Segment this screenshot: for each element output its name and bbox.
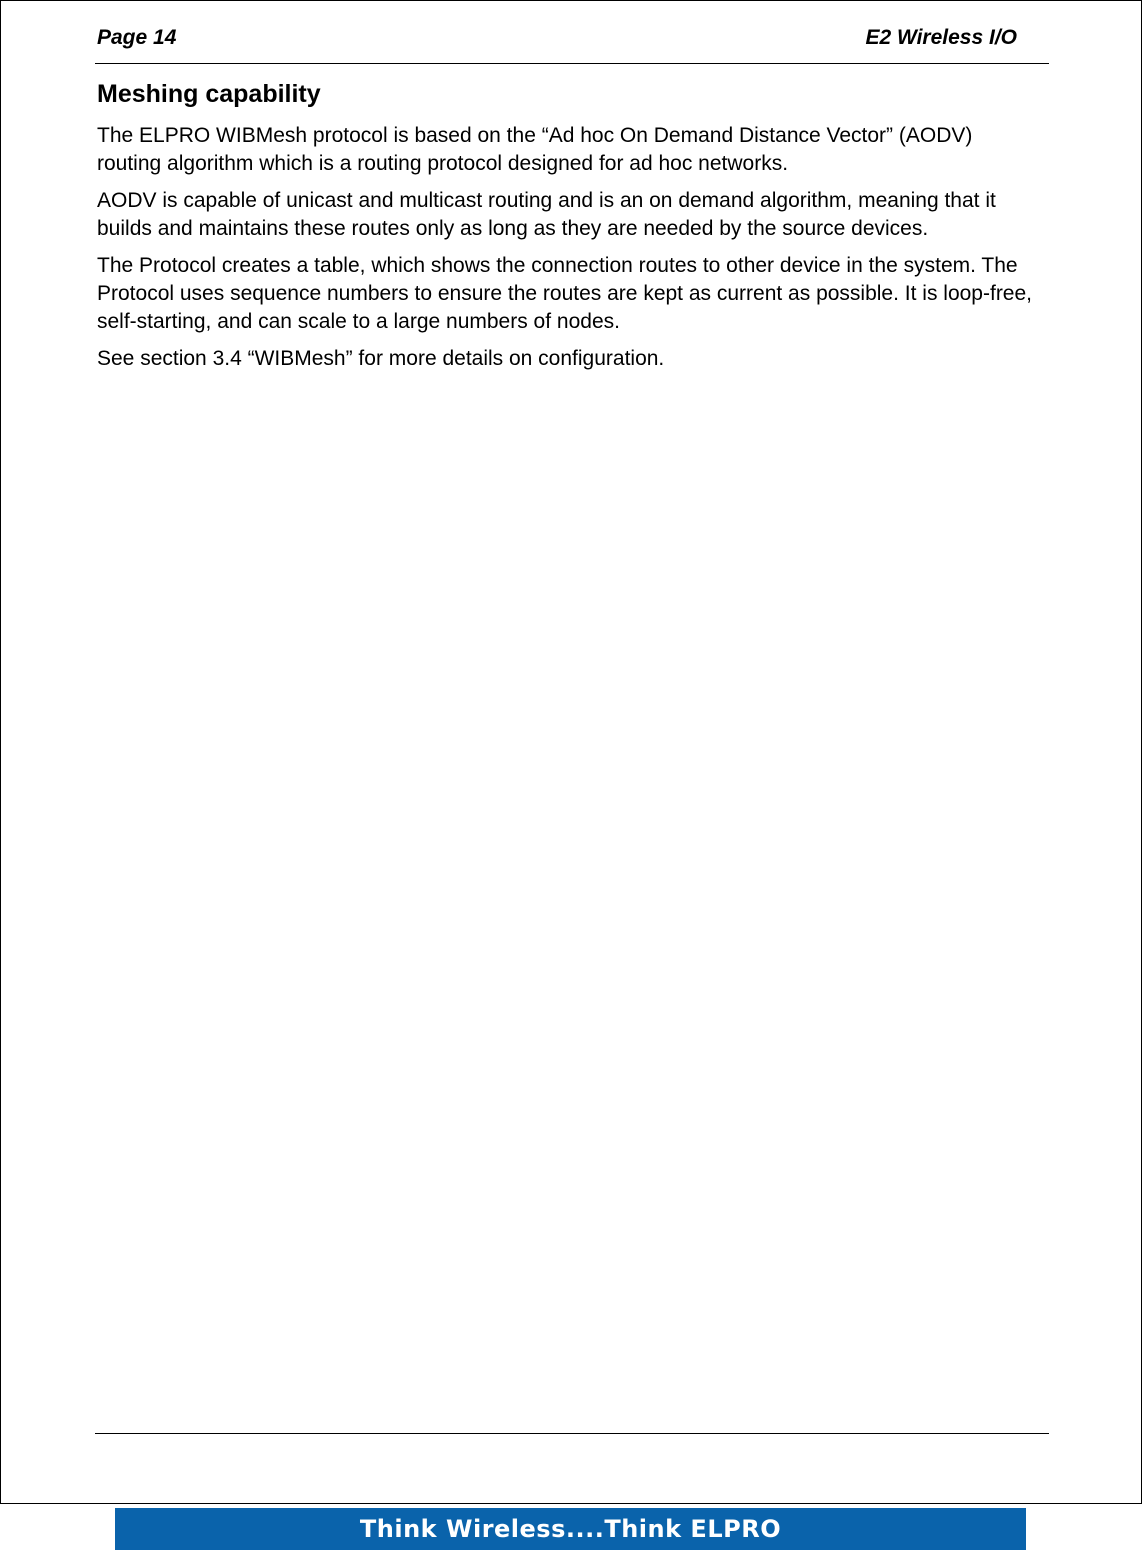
footer-divider <box>95 1433 1049 1434</box>
paragraph-protocol-table: The Protocol creates a table, which shows the connection routes to other device in the system. The Protocol uses sequence numbers to ensure the routes are kept as current as possible. It is loop-free, self-starting, and can scale to a large numbers of nodes. <box>97 254 1033 333</box>
footer-banner <box>115 1508 1026 1550</box>
header-divider <box>95 63 1049 64</box>
section-heading: Meshing capability <box>97 80 321 108</box>
page-content <box>97 78 1042 382</box>
page-number: Page 14 <box>97 26 177 49</box>
footer-banner-text: Think Wireless....Think ELPRO <box>359 1515 782 1543</box>
page-header <box>97 26 1017 54</box>
document-title: E2 Wireless I/O <box>865 26 1017 49</box>
paragraph-aodv-routing: AODV is capable of unicast and multicast routing and is an on demand algorithm, meaning that it builds and maintains these routes only as long as they are needed by the source devices. <box>97 189 996 240</box>
paragraph-see-section: See section 3.4 “WIBMesh” for more details on configuration. <box>97 347 665 370</box>
paragraph-aodv-intro: The ELPRO WIBMesh protocol is based on the “Ad hoc On Demand Distance Vector” (AODV) routing algorithm which is a routing protocol designed for ad hoc networks. <box>97 124 973 175</box>
